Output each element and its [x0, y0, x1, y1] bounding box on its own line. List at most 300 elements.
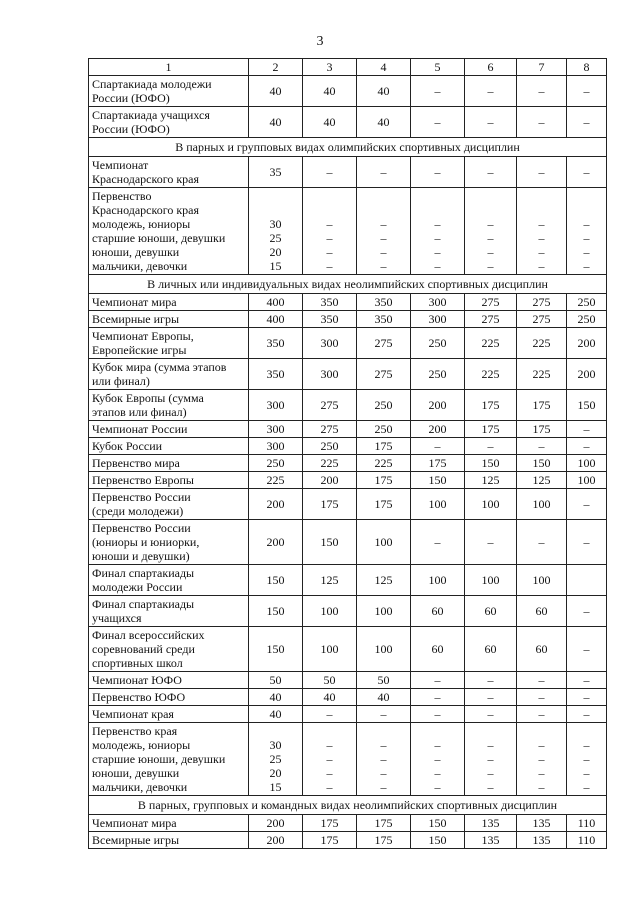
event-name-line: Чемпионат мира [92, 295, 177, 309]
points-value: – [380, 259, 387, 273]
points-cell: 275 [517, 294, 567, 311]
points-cell: 150 [567, 390, 607, 421]
points-cell: 40 [249, 107, 303, 138]
points-cell: – [517, 672, 567, 689]
section-title: В парных и групповых видах олимпийских спортивных дисциплин [89, 138, 607, 157]
points-value: – [583, 766, 590, 780]
points-cell: 175 [411, 455, 465, 472]
event-name-line: Первенство [92, 189, 152, 203]
points-cell: 40 [357, 107, 411, 138]
event-name-line: соревнований среди [92, 642, 195, 656]
points-value: – [538, 752, 545, 766]
points-cell: – [567, 489, 607, 520]
points-value [570, 189, 603, 203]
header-cell: 3 [303, 59, 357, 76]
table-row [89, 520, 607, 565]
table-row [89, 832, 607, 849]
points-value [414, 203, 461, 217]
points-cell: 60 [517, 627, 567, 672]
event-name [89, 472, 249, 489]
points-cell: 50 [357, 672, 411, 689]
points-value: – [380, 738, 387, 752]
points-value: – [380, 231, 387, 245]
section-row [89, 275, 607, 294]
points-cell [567, 188, 607, 275]
points-value: – [538, 780, 545, 794]
event-name-line: Кубок Европы (сумма [92, 391, 204, 405]
points-cell: – [411, 107, 465, 138]
points-cell: 175 [357, 489, 411, 520]
points-cell: 175 [357, 438, 411, 455]
table-row [89, 627, 607, 672]
points-value [468, 189, 513, 203]
event-name-line: Кубок России [92, 439, 163, 453]
table-row [89, 472, 607, 489]
points-cell: – [517, 107, 567, 138]
points-cell: 150 [249, 596, 303, 627]
event-name [89, 596, 249, 627]
points-cell: 350 [357, 294, 411, 311]
points-value [252, 203, 299, 217]
points-cell: 100 [567, 455, 607, 472]
event-name [89, 294, 249, 311]
event-name-line: Первенство России [92, 490, 191, 504]
table-row [89, 672, 607, 689]
points-value: – [380, 752, 387, 766]
points-cell [567, 565, 607, 596]
event-name-line: молодежи России [92, 580, 183, 594]
event-name-line: (юниоры и юниорки, [92, 535, 200, 549]
points-cell: 275 [517, 311, 567, 328]
points-cell: – [411, 689, 465, 706]
points-cell: 60 [411, 627, 465, 672]
event-name [89, 455, 249, 472]
event-name-line: этапов или финал) [92, 405, 187, 419]
event-name-line: Финал всероссийских [92, 628, 205, 642]
event-name-line: Европейские игры [92, 343, 187, 357]
points-value: – [380, 245, 387, 259]
points-cell: 175 [303, 489, 357, 520]
points-value: – [583, 259, 590, 273]
points-cell: 275 [303, 421, 357, 438]
event-name [89, 390, 249, 421]
points-cell: 350 [303, 311, 357, 328]
table-row [89, 188, 607, 275]
event-name-line: Первенство мира [92, 456, 180, 470]
event-name-line: (среди молодежи) [92, 504, 184, 518]
points-cell: 200 [567, 359, 607, 390]
event-name-line: Чемпионат края [92, 707, 174, 721]
points-cell: – [517, 706, 567, 723]
points-cell: 40 [249, 76, 303, 107]
points-cell: 225 [517, 359, 567, 390]
points-cell: 275 [465, 311, 517, 328]
points-value [520, 724, 563, 738]
table-row [89, 76, 607, 107]
points-cell: 125 [517, 472, 567, 489]
points-cell: 100 [303, 596, 357, 627]
event-name-line: Чемпионат России [92, 422, 188, 436]
points-cell: 300 [303, 328, 357, 359]
points-cell: 40 [249, 689, 303, 706]
points-cell: 60 [411, 596, 465, 627]
points-cell: 200 [249, 832, 303, 849]
points-cell: 200 [249, 489, 303, 520]
event-name [89, 627, 249, 672]
points-cell: 250 [567, 294, 607, 311]
event-name [89, 689, 249, 706]
points-cell: 135 [517, 815, 567, 832]
header-cell: 2 [249, 59, 303, 76]
event-name-line: Всемирные игры [92, 833, 180, 847]
table-row [89, 390, 607, 421]
points-cell: 250 [357, 421, 411, 438]
points-cell: 60 [465, 596, 517, 627]
event-name-line: или финал) [92, 374, 150, 388]
points-cell: 275 [357, 328, 411, 359]
points-cell [357, 188, 411, 275]
event-name [89, 832, 249, 849]
points-cell: – [411, 157, 465, 188]
table-row [89, 294, 607, 311]
points-value: – [380, 780, 387, 794]
points-cell: 150 [249, 565, 303, 596]
points-value: 25 [269, 752, 282, 766]
points-cell: – [517, 689, 567, 706]
event-name-line: старшие юноши, девушки [92, 752, 226, 766]
points-value: 30 [269, 738, 282, 752]
event-name-line: старшие юноши, девушки [92, 231, 226, 245]
event-name-line: Чемпионат Европы, [92, 329, 194, 343]
points-cell: – [567, 706, 607, 723]
event-name [89, 359, 249, 390]
points-cell: – [357, 157, 411, 188]
event-name-line: Чемпионат [92, 158, 149, 172]
points-value: – [583, 752, 590, 766]
header-cell: 1 [89, 59, 249, 76]
points-cell: 250 [411, 328, 465, 359]
event-name-line: Спартакиада учащихся [92, 108, 210, 122]
points-cell [303, 723, 357, 796]
points-value: – [487, 259, 494, 273]
event-name-line: Краснодарского края [92, 203, 200, 217]
points-cell: 200 [249, 815, 303, 832]
points-cell: 150 [303, 520, 357, 565]
points-cell: 125 [357, 565, 411, 596]
points-cell: – [465, 706, 517, 723]
points-cell: – [465, 76, 517, 107]
points-cell: – [517, 520, 567, 565]
points-cell: 100 [567, 472, 607, 489]
points-value: 15 [269, 259, 282, 273]
table-row [89, 815, 607, 832]
event-name-line: Всемирные игры [92, 312, 180, 326]
points-cell: 100 [303, 627, 357, 672]
points-cell: 175 [465, 421, 517, 438]
points-cell: 135 [465, 832, 517, 849]
points-value [570, 203, 603, 217]
points-cell: 250 [303, 438, 357, 455]
event-name [89, 438, 249, 455]
points-cell: 100 [357, 520, 411, 565]
points-cell: – [517, 76, 567, 107]
points-cell: 100 [517, 565, 567, 596]
points-value: – [434, 245, 441, 259]
points-cell: 250 [249, 455, 303, 472]
points-cell [465, 188, 517, 275]
points-cell: 250 [567, 311, 607, 328]
header-cell: 4 [357, 59, 411, 76]
points-cell: – [465, 157, 517, 188]
points-cell: 60 [517, 596, 567, 627]
points-cell: – [465, 672, 517, 689]
points-cell: – [567, 438, 607, 455]
points-value: – [434, 259, 441, 273]
points-cell: 175 [517, 421, 567, 438]
points-cell: – [567, 672, 607, 689]
table-row [89, 438, 607, 455]
points-cell: 225 [303, 455, 357, 472]
points-cell: 300 [249, 421, 303, 438]
event-name-line: Первенство Европы [92, 473, 194, 487]
event-name-line: молодежь, юниоры [92, 738, 191, 752]
table-row [89, 359, 607, 390]
points-value: – [434, 766, 441, 780]
header-cell: 8 [567, 59, 607, 76]
points-cell: – [411, 438, 465, 455]
points-cell: 110 [567, 832, 607, 849]
event-name-line: Финал спартакиады [92, 597, 195, 611]
table-row [89, 455, 607, 472]
event-name-line: мальчики, девочки [92, 780, 188, 794]
points-cell: 125 [465, 472, 517, 489]
points-value: – [434, 217, 441, 231]
points-cell: 225 [465, 359, 517, 390]
points-cell: 50 [303, 672, 357, 689]
event-name-line: учащихся [92, 611, 142, 625]
event-name-line: юноши, девушки [92, 245, 180, 259]
points-cell [249, 723, 303, 796]
points-cell: 40 [303, 107, 357, 138]
event-name [89, 311, 249, 328]
points-cell: 300 [411, 294, 465, 311]
points-cell: – [411, 672, 465, 689]
points-value [414, 189, 461, 203]
event-name-line: юноши и девушки) [92, 549, 190, 563]
points-cell: 35 [249, 157, 303, 188]
event-name-line: Чемпионат ЮФО [92, 673, 182, 687]
points-cell: – [567, 596, 607, 627]
points-cell: 135 [465, 815, 517, 832]
points-cell: – [303, 157, 357, 188]
points-value [570, 724, 603, 738]
points-cell: 150 [411, 832, 465, 849]
points-cell: 400 [249, 311, 303, 328]
points-cell [567, 723, 607, 796]
event-name-line: Спартакиада молодежи [92, 77, 212, 91]
event-name-line: Кубок мира (сумма этапов [92, 360, 227, 374]
points-value: 15 [269, 780, 282, 794]
points-value: – [538, 259, 545, 273]
points-value [252, 724, 299, 738]
event-name [89, 328, 249, 359]
table-row [89, 489, 607, 520]
points-value: – [583, 780, 590, 794]
points-value: – [583, 738, 590, 752]
points-cell: – [567, 76, 607, 107]
points-cell: – [465, 520, 517, 565]
points-cell: 40 [357, 689, 411, 706]
event-name [89, 723, 249, 796]
event-name [89, 188, 249, 275]
points-cell: 300 [249, 390, 303, 421]
event-name [89, 107, 249, 138]
points-cell: 135 [517, 832, 567, 849]
event-name-line: Краснодарского края [92, 172, 200, 186]
points-cell: 100 [357, 627, 411, 672]
points-cell: – [411, 76, 465, 107]
points-cell: 175 [517, 390, 567, 421]
event-name-line: спортивных школ [92, 656, 183, 670]
points-cell [411, 723, 465, 796]
points-value: – [583, 231, 590, 245]
points-cell: – [567, 421, 607, 438]
points-value: – [326, 245, 333, 259]
points-cell: 275 [357, 359, 411, 390]
points-value: – [326, 738, 333, 752]
points-value: – [326, 780, 333, 794]
points-cell: 150 [517, 455, 567, 472]
points-cell: 200 [303, 472, 357, 489]
points-cell: – [357, 706, 411, 723]
points-value: – [380, 217, 387, 231]
points-cell: 250 [411, 359, 465, 390]
points-value: – [326, 217, 333, 231]
points-cell: – [567, 520, 607, 565]
points-cell: 110 [567, 815, 607, 832]
points-cell: 100 [465, 489, 517, 520]
table-row [89, 421, 607, 438]
points-value: – [487, 766, 494, 780]
points-value: – [487, 752, 494, 766]
points-cell: 225 [249, 472, 303, 489]
table-row [89, 157, 607, 188]
page-number: 3 [316, 34, 324, 49]
points-cell: 50 [249, 672, 303, 689]
points-value [468, 724, 513, 738]
points-value [414, 724, 461, 738]
section-title: В личных или индивидуальных видах неолимпийских спортивных дисциплин [89, 275, 607, 294]
points-cell: – [411, 520, 465, 565]
points-value [468, 203, 513, 217]
points-cell: 200 [249, 520, 303, 565]
points-cell: 100 [411, 565, 465, 596]
event-name [89, 421, 249, 438]
points-value: – [538, 766, 545, 780]
points-cell: 225 [465, 328, 517, 359]
event-name-line: Первенство России [92, 521, 191, 535]
event-name-line: Чемпионат мира [92, 816, 177, 830]
section-title: В парных, групповых и командных видах неолимпийских спортивных дисциплин [89, 796, 607, 815]
points-value: – [434, 752, 441, 766]
points-cell: – [567, 689, 607, 706]
points-value [306, 189, 353, 203]
points-cell: 300 [411, 311, 465, 328]
points-table [88, 58, 607, 849]
points-cell [303, 188, 357, 275]
points-value: – [538, 231, 545, 245]
points-value: – [583, 217, 590, 231]
points-cell: 225 [517, 328, 567, 359]
points-value [252, 189, 299, 203]
points-cell: 175 [357, 472, 411, 489]
event-name-line: молодежь, юниоры [92, 217, 191, 231]
points-cell: – [567, 627, 607, 672]
event-name-line: Финал спартакиады [92, 566, 195, 580]
event-name [89, 489, 249, 520]
points-cell: 300 [249, 438, 303, 455]
points-value: – [583, 245, 590, 259]
points-cell: 175 [357, 832, 411, 849]
points-cell: 100 [411, 489, 465, 520]
header-row [89, 59, 607, 76]
points-value [520, 203, 563, 217]
points-value: – [487, 217, 494, 231]
event-name-line: России (ЮФО) [92, 122, 170, 136]
points-cell: 350 [249, 359, 303, 390]
event-name [89, 157, 249, 188]
points-cell: 175 [303, 832, 357, 849]
event-name-line: Первенство края [92, 724, 178, 738]
points-value: – [487, 780, 494, 794]
points-cell: 60 [465, 627, 517, 672]
points-value: – [326, 259, 333, 273]
points-value: – [434, 738, 441, 752]
points-cell: 175 [303, 815, 357, 832]
points-cell [465, 723, 517, 796]
points-value: – [487, 245, 494, 259]
points-cell: – [411, 706, 465, 723]
points-value: 20 [269, 245, 282, 259]
points-value [360, 189, 407, 203]
points-value: 25 [269, 231, 282, 245]
section-row [89, 138, 607, 157]
event-name [89, 520, 249, 565]
event-name [89, 815, 249, 832]
points-cell [517, 188, 567, 275]
points-value: – [380, 766, 387, 780]
points-cell: 350 [249, 328, 303, 359]
points-cell: 300 [303, 359, 357, 390]
points-cell: 400 [249, 294, 303, 311]
points-value [520, 189, 563, 203]
points-value [306, 724, 353, 738]
points-value: – [538, 217, 545, 231]
points-cell: – [303, 706, 357, 723]
event-name [89, 565, 249, 596]
points-cell: 150 [249, 627, 303, 672]
points-value [360, 203, 407, 217]
points-value: – [326, 752, 333, 766]
header-cell: 6 [465, 59, 517, 76]
points-value: – [434, 231, 441, 245]
points-cell: – [567, 107, 607, 138]
points-value: – [434, 780, 441, 794]
points-cell: 40 [357, 76, 411, 107]
points-cell: 150 [411, 815, 465, 832]
points-cell: 350 [303, 294, 357, 311]
points-cell: 125 [303, 565, 357, 596]
